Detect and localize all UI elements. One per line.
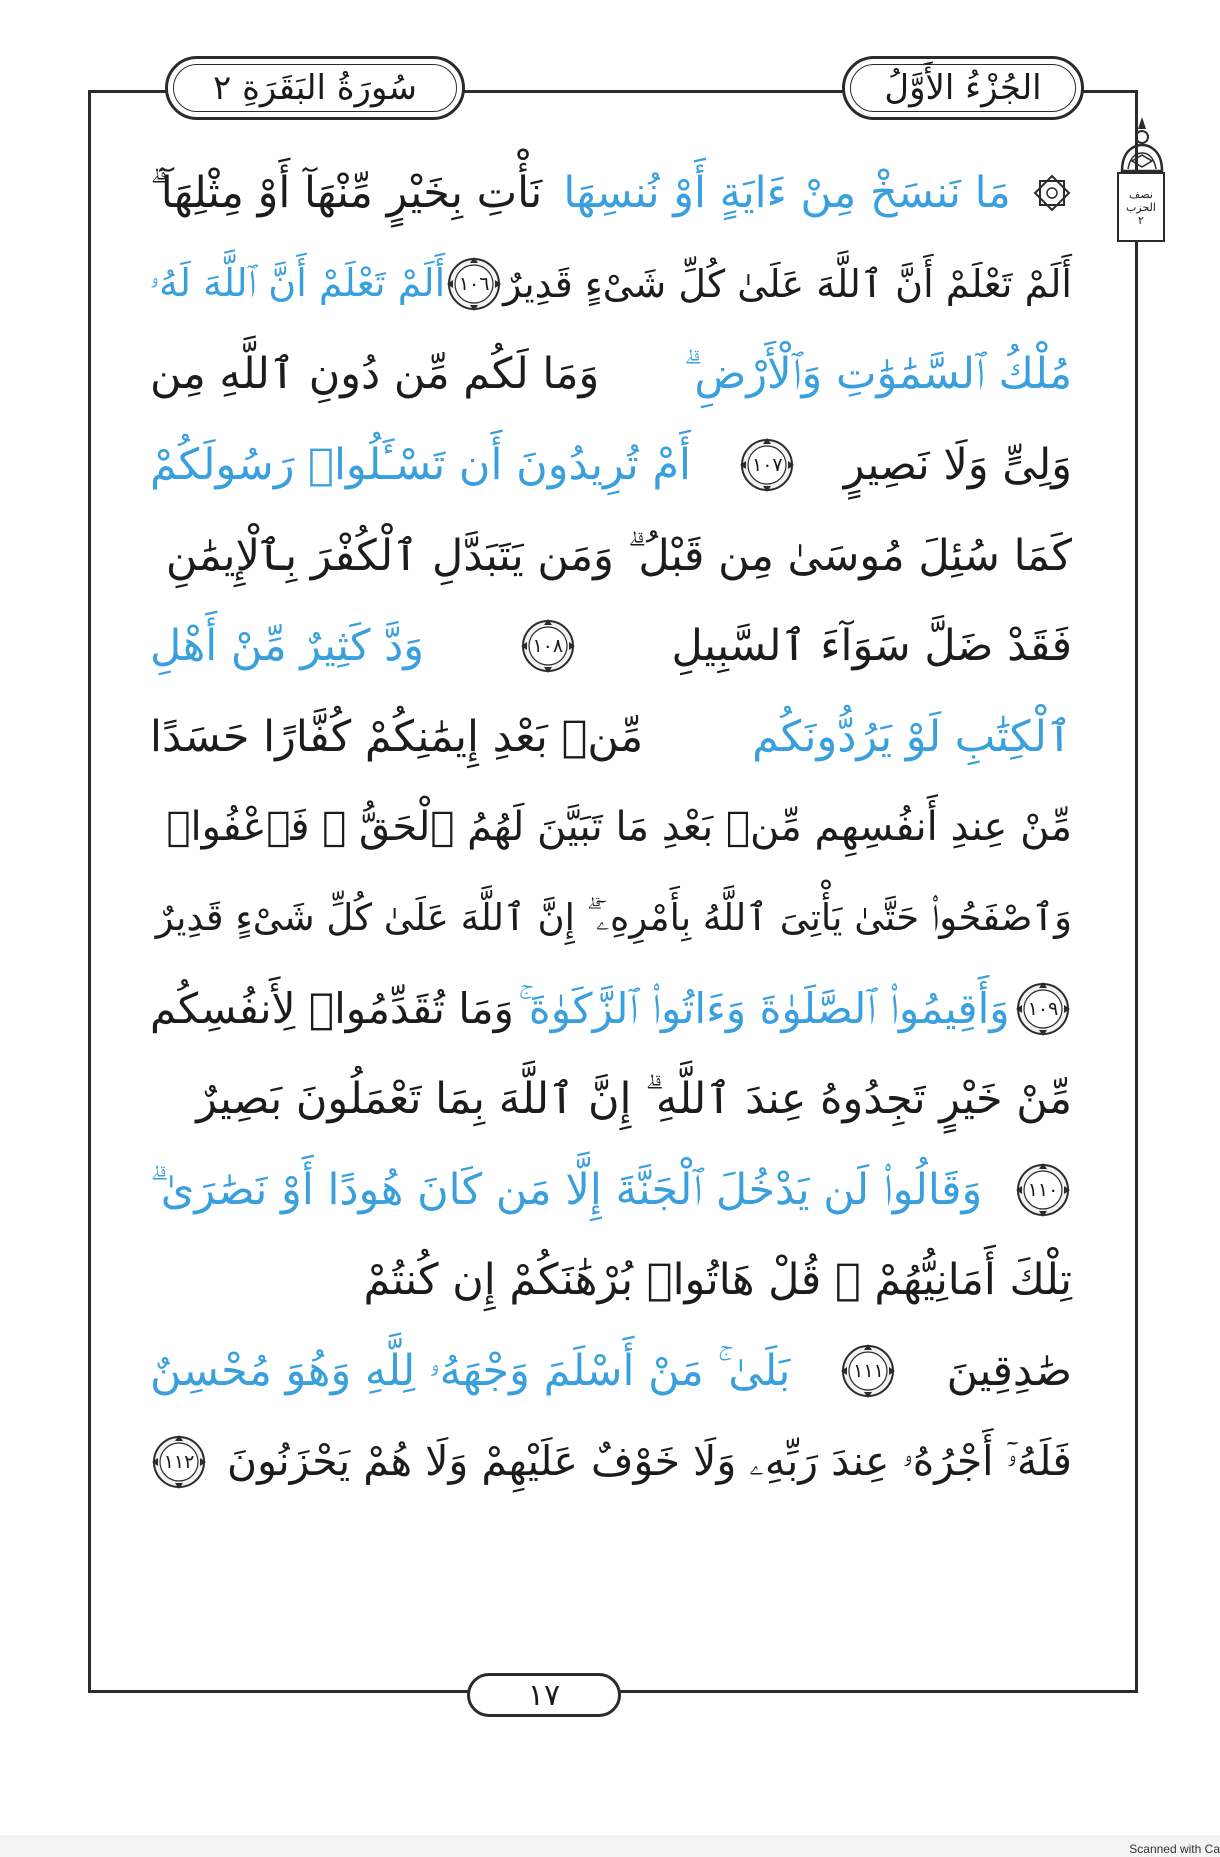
- hizb-marker: [1117, 172, 1165, 242]
- text-line: [150, 1145, 1072, 1236]
- text-line: [150, 692, 1072, 783]
- verse-text-highlighted: مَا نَنسَخْ مِنْ ءَايَةٍ أَوْ نُنسِهَا: [563, 168, 1011, 219]
- ayah-number-marker: [519, 617, 577, 675]
- text-line: [150, 1235, 1072, 1326]
- ayah-number: ١٠٧: [752, 454, 783, 477]
- verse-text-highlighted: بَلَىٰ ۚ مَنْ أَسْلَمَ وَجْهَهُۥ لِلَّهِ وَهُوَ مُحْسِنٌ: [150, 1346, 791, 1397]
- text-line: [150, 963, 1072, 1054]
- text-line: [150, 329, 1072, 420]
- verse-text: مِّنْ خَيْرٍ تَجِدُوهُ عِندَ ٱللَّهِ ۗ إِنَّ ٱللَّهَ بِمَا تَعْمَلُونَ بَصِيرٌ: [196, 1074, 1072, 1125]
- text-line: [150, 1416, 1072, 1507]
- ayah-number: ١٠٦: [458, 272, 490, 295]
- scanner-watermark: Scanned with Ca: [1129, 1842, 1220, 1856]
- text-line: [150, 782, 1072, 873]
- text-line: [150, 601, 1072, 692]
- text-line: [150, 1054, 1072, 1145]
- ayah-number-marker: [150, 1433, 208, 1491]
- hizb-line-3: ٢: [1138, 213, 1144, 227]
- verse-text-highlighted: أَلَمْ تَعْلَمْ أَنَّ ٱللَّهَ لَهُۥ: [149, 261, 446, 306]
- text-line: [150, 420, 1072, 511]
- ayah-number: ١٠٩: [1027, 997, 1059, 1020]
- ayah-number-marker: [1014, 980, 1072, 1038]
- ayah-number: ١٠٨: [532, 635, 564, 658]
- text-line: [150, 239, 1072, 330]
- text-line: [150, 510, 1072, 601]
- verse-text: نَأْتِ بِخَيْرٍ مِّنْهَآ أَوْ مِثْلِهَآ ۗ: [150, 168, 543, 219]
- verse-text-highlighted: وَأَقِيمُوا۟ ٱلصَّلَوٰةَ وَءَاتُوا۟ ٱلزَّكَوٰةَ ۚ: [518, 983, 1010, 1033]
- verse-text: وَٱصْفَحُوا۟ حَتَّىٰ يَأْتِىَ ٱللَّهُ بِأَمْرِهِۦٓ ۗ إِنَّ ٱللَّهَ عَلَىٰ كُلِّ شَىْءٍ قَدِيرٌ: [155, 896, 1072, 940]
- text-line: [150, 873, 1072, 964]
- verse-text: وَمَا لَكُم مِّن دُونِ ٱللَّهِ مِن: [150, 349, 600, 400]
- ayah-number: ١١٢: [163, 1450, 195, 1473]
- page-number: ١٧: [467, 1673, 621, 1717]
- hizb-line-2: الحزب: [1126, 200, 1156, 214]
- rub-el-hizb-icon: [1032, 173, 1072, 213]
- verse-text: فَقَدْ ضَلَّ سَوَآءَ ٱلسَّبِيلِ: [671, 621, 1072, 672]
- verse-text: فَلَهُۥٓ أَجْرُهُۥ عِندَ رَبِّهِۦ وَلَا خَوْفٌ عَلَيْهِمْ وَلَا هُمْ يَحْزَنُونَ: [226, 1437, 1072, 1486]
- verse-text: تِلْكَ أَمَانِيُّهُمْ ۗ قُلْ هَاتُوا۟ بُرْهَٰنَكُمْ إِن كُنتُمْ: [363, 1255, 1072, 1306]
- verse-text: أَلَمْ تَعْلَمْ أَنَّ ٱللَّهَ عَلَىٰ كُلِّ شَىْءٍ قَدِيرٌ: [503, 261, 1072, 306]
- text-line: [150, 148, 1072, 239]
- verse-text: مِّنْ عِندِ أَنفُسِهِم مِّنۢ بَعْدِ مَا تَبَيَّنَ لَهُمُ ٱلْحَقُّ ۖ فَٱعْفُوا۟: [166, 804, 1072, 851]
- juz-label: الجُزْءُ الأَوَّلُ: [842, 56, 1084, 120]
- ayah-number-marker: [445, 255, 503, 313]
- verse-text: صَٰدِقِينَ: [946, 1346, 1072, 1397]
- verse-text-highlighted: وَدَّ كَثِيرٌ مِّنْ أَهْلِ: [150, 621, 425, 672]
- scanner-footer-bar: [0, 1835, 1220, 1857]
- ayah-number-marker: [839, 1342, 897, 1400]
- ayah-number-marker: [738, 436, 796, 494]
- verse-text-highlighted: مُلْكُ ٱلسَّمَٰوَٰتِ وَٱلْأَرْضِ ۗ: [683, 349, 1072, 400]
- ayah-number-marker: [1014, 1161, 1072, 1219]
- ayah-number: ١١٠: [1027, 1178, 1059, 1201]
- ayah-number: ١١١: [853, 1360, 884, 1383]
- verse-text: كَمَا سُئِلَ مُوسَىٰ مِن قَبْلُ ۗ وَمَن يَتَبَدَّلِ ٱلْكُفْرَ بِٱلْإِيمَٰنِ: [165, 530, 1072, 581]
- verse-text: وَمَا تُقَدِّمُوا۟ لِأَنفُسِكُم: [150, 984, 514, 1034]
- verse-text: مِّنۢ بَعْدِ إِيمَٰنِكُمْ كُفَّارًا حَسَدًا: [150, 711, 644, 762]
- verse-text-highlighted: وَقَالُوا۟ لَن يَدْخُلَ ٱلْجَنَّةَ إِلَّا مَن كَانَ هُودًا أَوْ نَصَٰرَىٰ ۗ: [150, 1164, 983, 1215]
- verse-text: وَلِىٍّ وَلَا نَصِيرٍ: [843, 440, 1072, 491]
- surah-name-label: سُورَةُ البَقَرَةِ ٢: [165, 56, 465, 120]
- verse-text-highlighted: أَمْ تُرِيدُونَ أَن تَسْـَٔلُوا۟ رَسُولَكُمْ: [150, 440, 691, 491]
- hizb-line-1: نصف: [1129, 187, 1153, 201]
- verse-text-highlighted: ٱلْكِتَٰبِ لَوْ يَرُدُّونَكُم: [752, 711, 1072, 762]
- text-line: [150, 1326, 1072, 1417]
- quran-text-area: [150, 148, 1072, 1507]
